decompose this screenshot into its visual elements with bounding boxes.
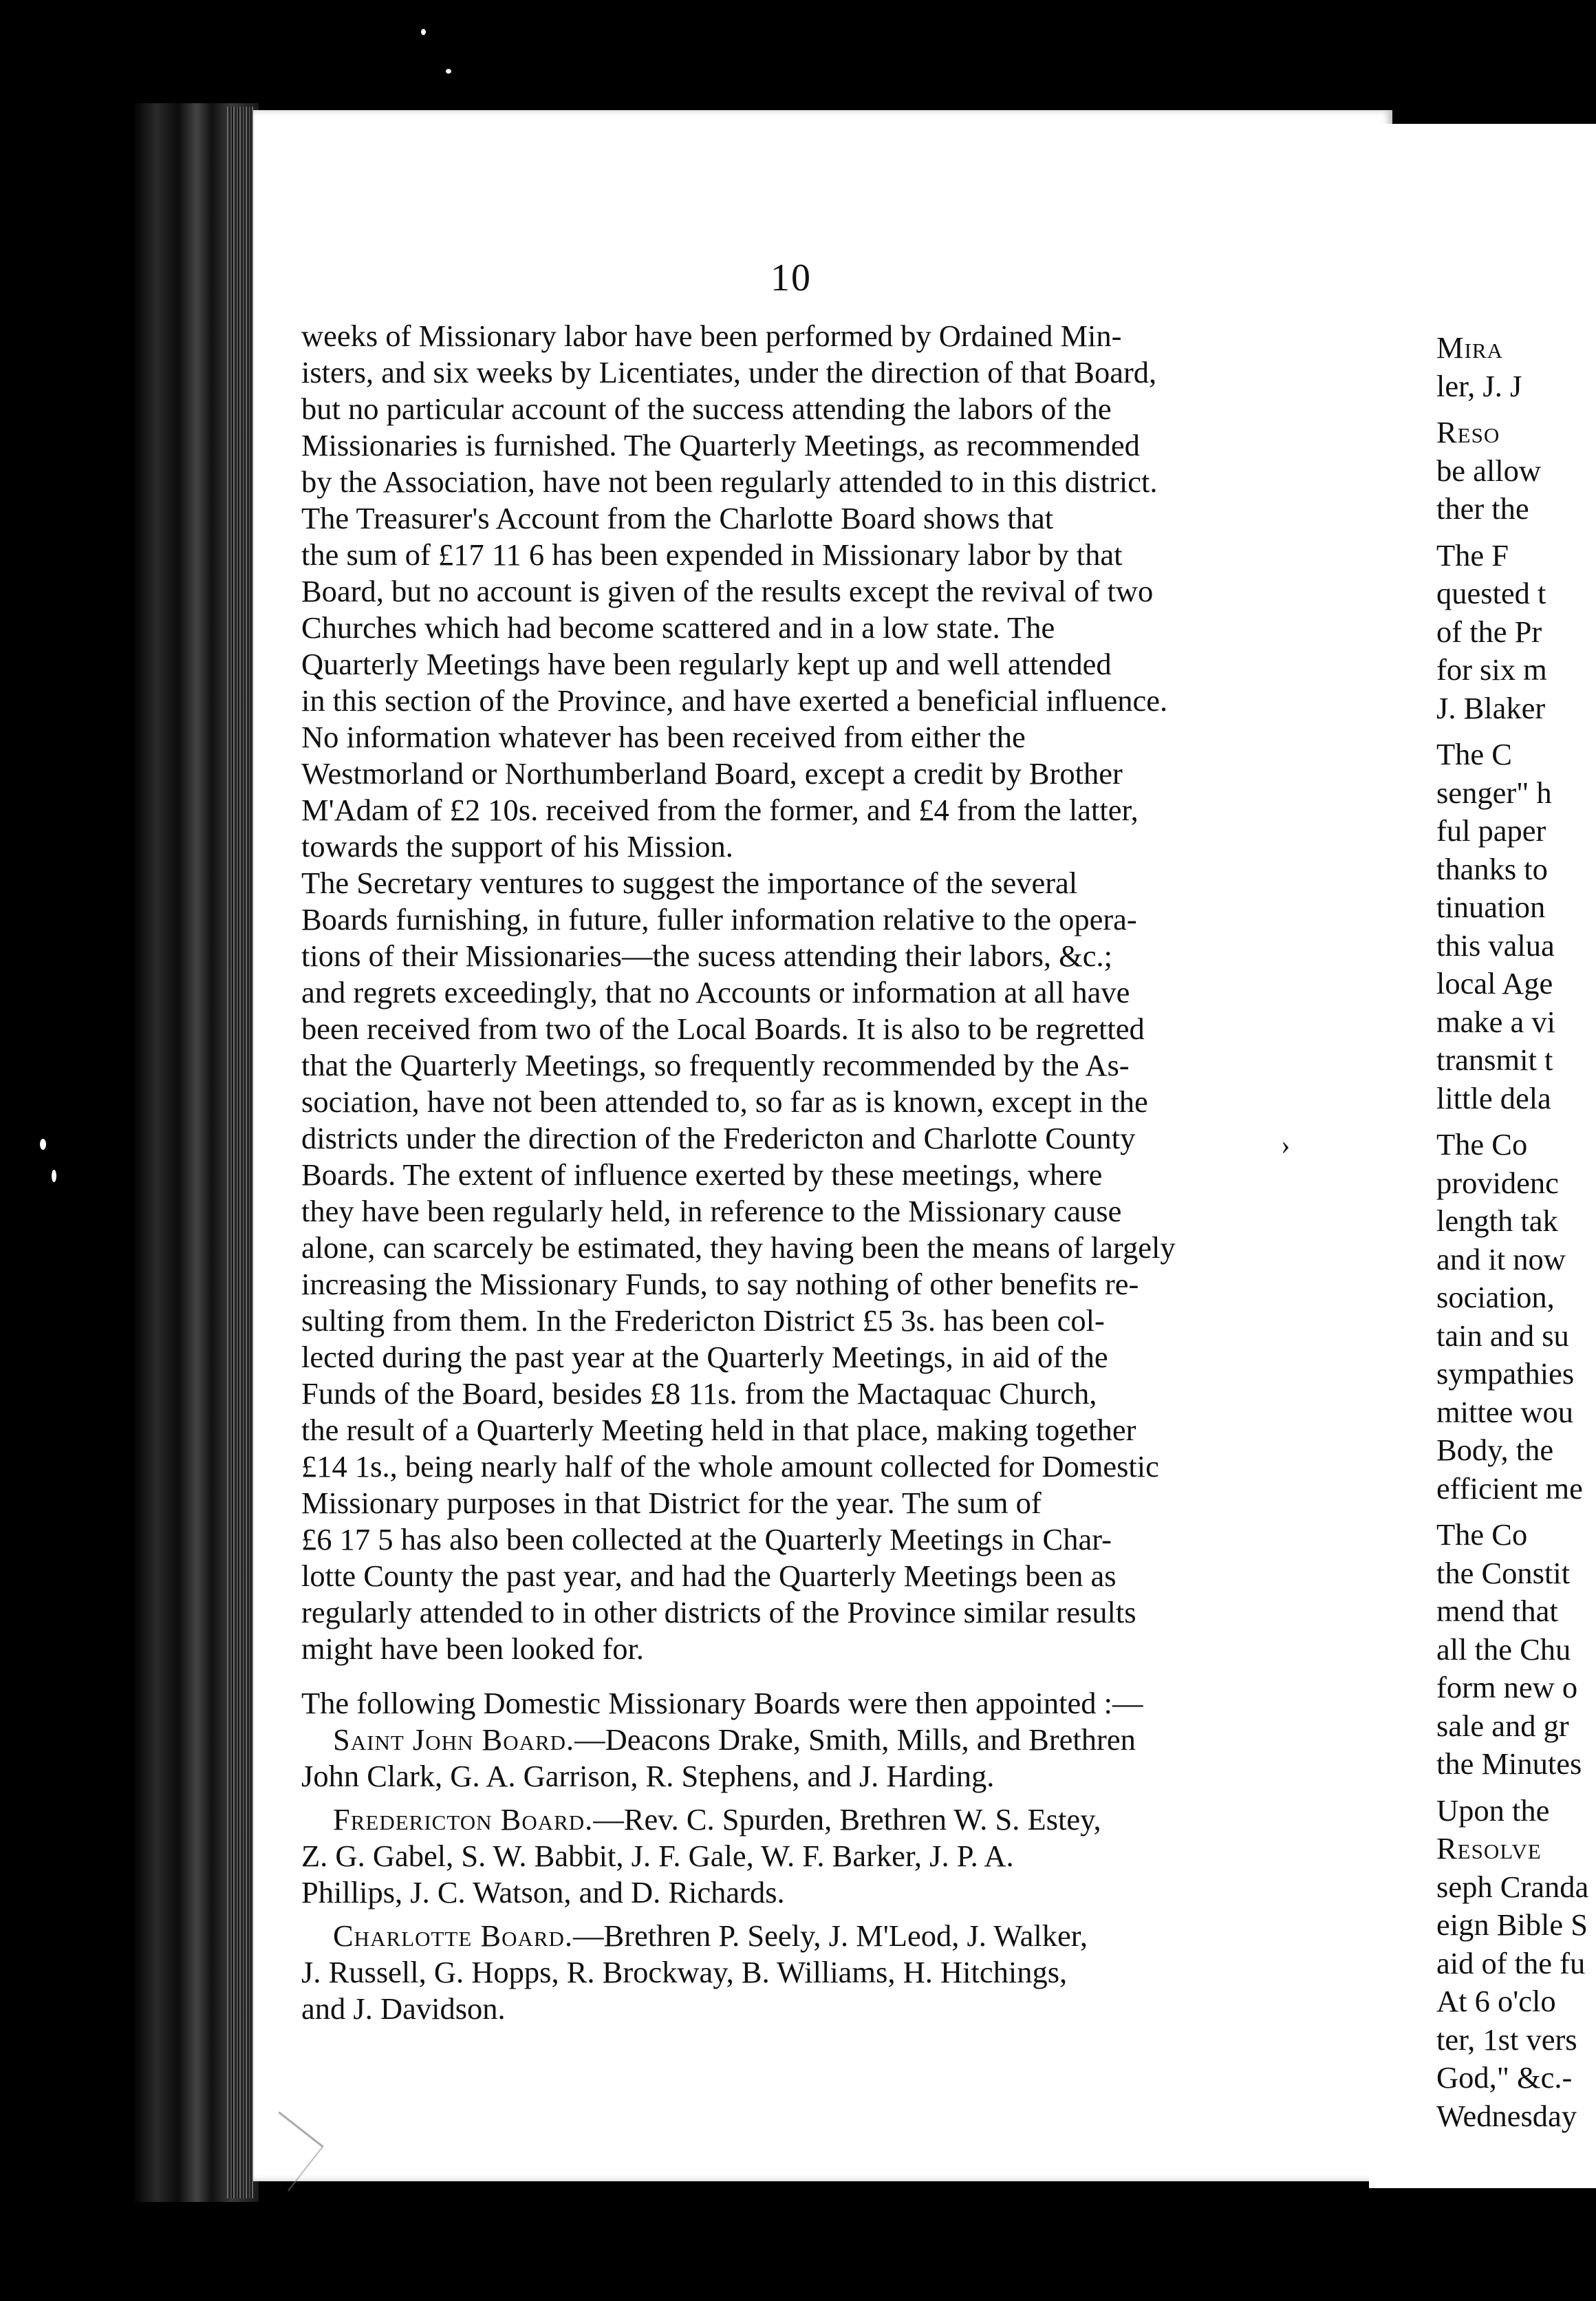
body-line: they have been regularly held, in reference to the Missionary cause <box>301 1194 1122 1228</box>
left-page-text <box>301 318 1264 2027</box>
right-page-line: local Age <box>1436 966 1553 1000</box>
board-members: —Rev. C. Spurden, Brethren W. S. Estey, <box>593 1802 1101 1837</box>
board-line <box>301 1991 1264 2027</box>
body-line: The Secretary ventures to suggest the importance of the several <box>301 866 1078 900</box>
board-members: Phillips, J. C. Watson, and D. Richards. <box>301 1875 785 1909</box>
body-line: might have been looked for. <box>301 1631 645 1666</box>
right-page-text <box>1436 329 1596 2135</box>
right-page-line: The Co <box>1436 1127 1528 1162</box>
right-page-line: ther the <box>1436 491 1529 526</box>
body-line: by the Association, have not been regularly attended to in this district. <box>301 464 1158 499</box>
right-page-line: quested t <box>1436 576 1546 610</box>
right-page-line: sociation, <box>1436 1280 1555 1314</box>
body-line: alone, can scarcely be estimated, they having been the means of largely <box>301 1230 1176 1265</box>
body-line: sociation, have not been attended to, so far as is known, except in the <box>301 1084 1148 1119</box>
right-page-line: the Minutes <box>1436 1746 1582 1781</box>
body-line: M'Adam of £2 10s. received from the former, and £4 from the latter, <box>301 793 1139 827</box>
body-line: Churches which had become scattered and in a low state. The <box>301 610 1055 645</box>
body-line: increasing the Missionary Funds, to say nothing of other benefits re- <box>301 1267 1139 1301</box>
right-page-line: Mira <box>1436 330 1503 365</box>
body-line: £14 1s., being nearly half of the whole amount collected for Domestic <box>301 1449 1159 1484</box>
body-line: Boards. The extent of influence exerted by these meetings, where <box>301 1157 1103 1192</box>
board-name: Saint John Board. <box>333 1722 575 1757</box>
page-number: 10 <box>770 257 812 299</box>
body-line: sulting from them. In the Fredericton District £5 3s. has been col- <box>301 1303 1105 1338</box>
right-page-line: thanks to <box>1436 851 1548 886</box>
right-page-line: providenc <box>1436 1165 1559 1200</box>
body-line: but no particular account of the success attending the labors of the <box>301 392 1112 426</box>
right-page-line: ful paper <box>1436 813 1546 848</box>
board-members: J. Russell, G. Hopps, R. Brockway, B. Williams, H. Hitchings, <box>301 1955 1068 1989</box>
body-line: The Treasurer's Account from the Charlotte Board shows that <box>301 501 1054 535</box>
right-page-line: Reso <box>1436 415 1500 449</box>
body-line: No information whatever has been received from either the <box>301 720 1026 754</box>
body-line: regularly attended to in other districts of the Province similar results <box>301 1595 1136 1629</box>
body-line: the sum of £17 11 6 has been expended in Missionary labor by that <box>301 537 1123 572</box>
body-line: the result of a Quarterly Meeting held in that place, making together <box>301 1413 1136 1447</box>
right-page-line: transmit t <box>1436 1042 1553 1077</box>
body-line: Funds of the Board, besides £8 11s. from the Mactaquac Church, <box>301 1376 1097 1411</box>
dust-speck <box>446 69 451 74</box>
right-page-line: this valua <box>1436 928 1555 963</box>
body-line: Missionaries is furnished. The Quarterly Meetings, as recommended <box>301 428 1140 462</box>
right-page-line: At 6 o'clo <box>1436 1984 1556 2018</box>
margin-mark: › <box>1281 1129 1291 1160</box>
board-members: —Brethren P. Seely, J. M'Leod, J. Walker, <box>573 1918 1088 1953</box>
right-page-line: sympathies <box>1436 1356 1575 1391</box>
body-line: Westmorland or Northumberland Board, except a credit by Brother <box>301 756 1123 791</box>
body-line: lected during the past year at the Quarterly Meetings, in aid of the <box>301 1340 1108 1374</box>
right-page-line: senger" h <box>1436 775 1552 810</box>
board-members: and J. Davidson. <box>301 1991 506 2026</box>
right-page-line: tinuation <box>1436 890 1546 924</box>
right-page-line: be allow <box>1436 453 1541 488</box>
body-line: tions of their Missionaries—the sucess attending their labors, &c.; <box>301 939 1113 973</box>
right-page-line: The Co <box>1436 1517 1528 1552</box>
body-line: Missionary purposes in that District for the year. The sum of <box>301 1486 1042 1520</box>
right-page-line: The C <box>1436 737 1512 771</box>
board-line <box>301 1838 1264 1874</box>
body-line: towards the support of his Mission. <box>301 829 733 864</box>
right-page-line: ter, 1st vers <box>1436 2022 1577 2057</box>
right-page-line: of the Pr <box>1436 614 1542 649</box>
dust-speck <box>40 1139 46 1150</box>
board-line <box>301 1758 1264 1795</box>
right-page-line: Wednesday <box>1436 2098 1577 2133</box>
right-page-line: sale and gr <box>1436 1708 1569 1743</box>
body-line: been received from two of the Local Boards. It is also to be regretted <box>301 1012 1145 1046</box>
body-line: and regrets exceedingly, that no Accounts or information at all have <box>301 975 1130 1009</box>
board-line <box>301 1801 1264 1838</box>
dust-speck <box>421 29 426 35</box>
body-line: that the Quarterly Meetings, so frequently recommended by the As- <box>301 1048 1130 1082</box>
right-page-line: mittee wou <box>1436 1394 1573 1429</box>
right-page-line: ler, J. J <box>1436 368 1522 403</box>
body-line: weeks of Missionary labor have been performed by Ordained Min- <box>301 319 1122 353</box>
board-name: Charlotte Board. <box>333 1918 574 1953</box>
boards-intro: The following Domestic Missionary Boards were then appointed :— <box>301 1686 1143 1720</box>
body-line: in this section of the Province, and have exerted a beneficial influence. <box>301 683 1168 718</box>
right-page-line: Resolve <box>1436 1831 1542 1865</box>
right-page-line: aid of the fu <box>1436 1945 1586 1980</box>
board-members: Z. G. Gabel, S. W. Babbit, J. F. Gale, W. F. Barker, J. P. A. <box>301 1839 1014 1873</box>
dust-speck <box>52 1170 56 1182</box>
right-page-line: Body, the <box>1436 1433 1554 1467</box>
right-page-line: length tak <box>1436 1203 1558 1238</box>
right-page-line: The F <box>1436 537 1509 572</box>
body-line: £6 17 5 has also been collected at the Quarterly Meetings in Char- <box>301 1522 1112 1556</box>
right-page-line: and it now <box>1436 1241 1566 1276</box>
body-line: lotte County the past year, and had the Quarterly Meetings been as <box>301 1559 1117 1593</box>
right-page-line: tain and su <box>1436 1318 1569 1353</box>
board-name: Fredericton Board. <box>333 1802 594 1837</box>
board-members: John Clark, G. A. Garrison, R. Stephens, and J. Harding. <box>301 1759 995 1793</box>
board-line <box>301 1874 1264 1911</box>
right-page-line: all the Chu <box>1436 1631 1571 1667</box>
body-line: isters, and six weeks by Licentiates, under the direction of that Board, <box>301 355 1157 389</box>
board-line <box>301 1954 1264 1991</box>
right-page-line: God," &c.- <box>1436 2060 1573 2095</box>
right-page-line: Upon the <box>1436 1792 1550 1828</box>
right-page-line: the Constit <box>1436 1555 1571 1590</box>
body-line: Board, but no account is given of the results except the revival of two <box>301 574 1154 608</box>
board-line <box>301 1918 1264 1954</box>
right-page-line: for six m <box>1436 652 1547 687</box>
right-page-line: little dela <box>1436 1080 1551 1115</box>
body-line: Quarterly Meetings have been regularly kept up and well attended <box>301 647 1112 681</box>
board-members: —Deacons Drake, Smith, Mills, and Brethren <box>574 1722 1136 1757</box>
body-line: districts under the direction of the Fredericton and Charlotte County <box>301 1121 1136 1155</box>
page-edges <box>227 107 255 2198</box>
right-page-line: J. Blaker <box>1436 690 1546 725</box>
right-page-line: seph Cranda <box>1436 1869 1589 1904</box>
right-page-line: eign Bible S <box>1436 1907 1588 1942</box>
right-page-line: make a vi <box>1436 1004 1555 1039</box>
right-page-line: efficient me <box>1436 1470 1583 1506</box>
right-page-line: form new o <box>1436 1670 1578 1704</box>
right-page-line: mend that <box>1436 1594 1558 1628</box>
board-line <box>301 1722 1264 1758</box>
body-line: Boards furnishing, in future, fuller information relative to the opera- <box>301 902 1137 937</box>
